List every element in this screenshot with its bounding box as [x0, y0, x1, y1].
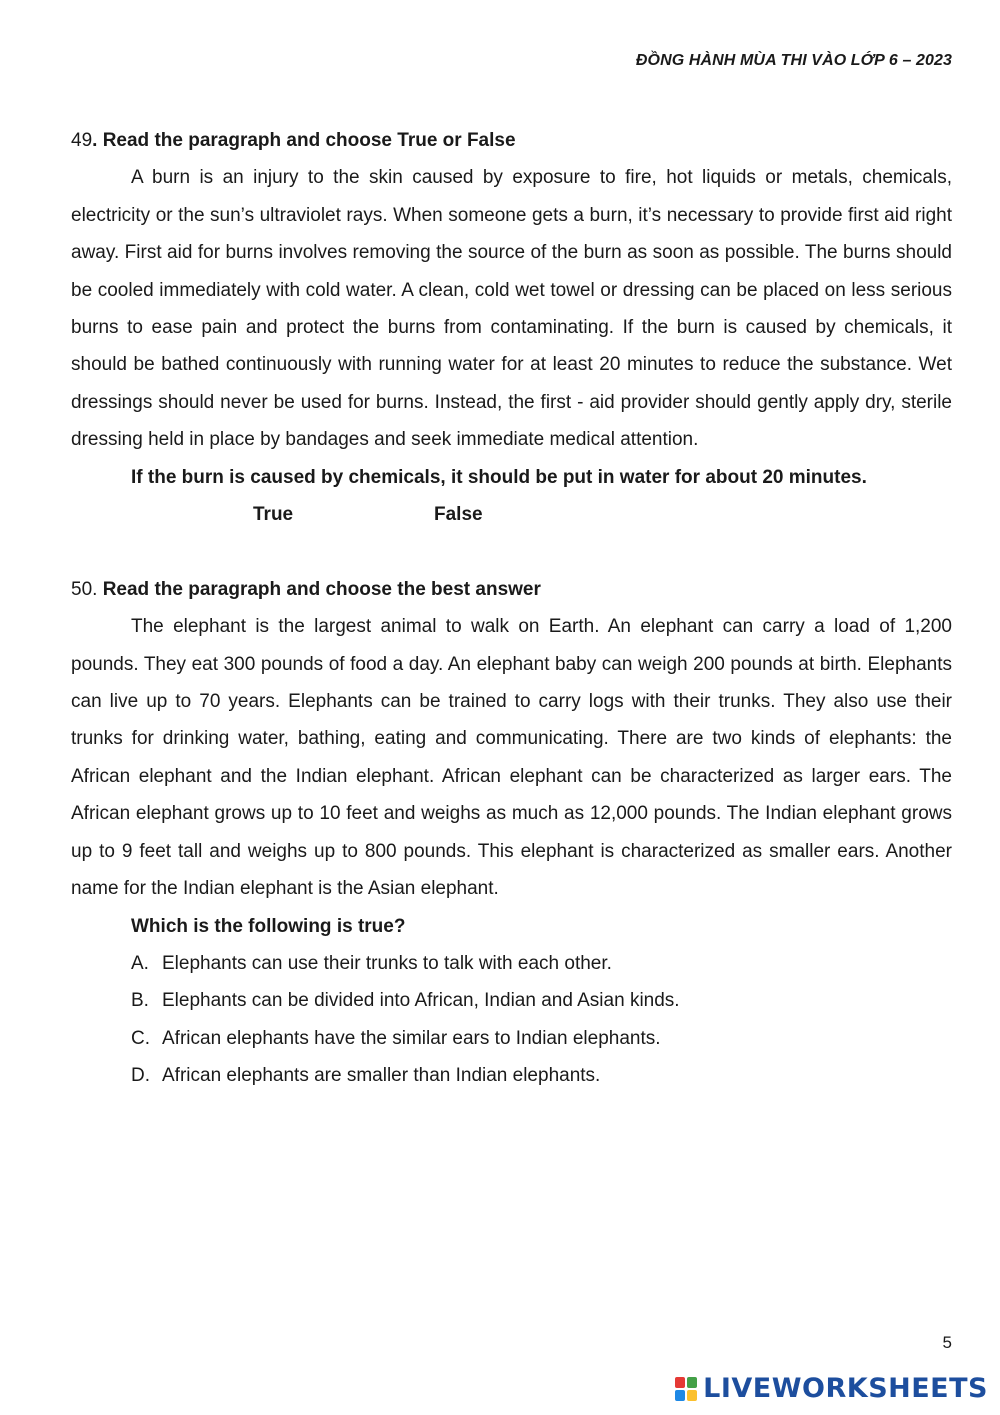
section-spacer: [71, 533, 952, 570]
question-50-prompt: Which is the following is true?: [131, 915, 406, 937]
question-49-number: 49: [71, 130, 93, 151]
option-text: Elephants can be divided into African, Indian and Asian kinds.: [162, 990, 680, 1012]
logo-block: [687, 1377, 697, 1388]
question-50-heading: [71, 571, 952, 608]
liveworksheets-brand: [675, 1373, 988, 1404]
question-49-heading: [71, 122, 952, 159]
logo-block: [687, 1390, 697, 1401]
answer-option-d[interactable]: [71, 1057, 952, 1094]
answer-option-a[interactable]: [71, 945, 952, 982]
option-text: Elephants can use their trunks to talk with each other.: [162, 952, 612, 974]
option-letter: B.: [131, 990, 149, 1012]
worksheet-content: [71, 122, 952, 1095]
liveworksheets-logo-icon: [675, 1377, 697, 1401]
answer-option-c[interactable]: [71, 1020, 952, 1057]
question-49-paragraph: A burn is an injury to the skin caused by exposure to fire, hot liquids or metals, chemicals, electricity or the sun’s ultraviolet rays. When someone gets a burn, it’s necessary to provide first aid right away. First aid for burns involves removing the source of the burn as soon as possible. The burns should be cooled immediately with cold water. A clean, cold wet towel or dressing can be placed on less serious burns to ease pain and protect the burns from contaminating. If the burn is caused by chemicals, it should be bathed continuously with running water for at least 20 minutes to reduce the substance. Wet dressings should never be used for burns. Instead, the first - aid provider should gently apply dry, sterile dressing held in place by bandages and seek immediate medical attention.: [71, 167, 952, 451]
true-false-options: [71, 496, 952, 533]
option-letter: D.: [131, 1065, 150, 1087]
option-letter: C.: [131, 1027, 150, 1049]
option-text: African elephants are smaller than Indian elephants.: [162, 1065, 601, 1087]
question-50-instruction: Read the paragraph and choose the best answer: [102, 578, 541, 600]
question-50-number: 50.: [71, 578, 98, 600]
option-letter: A.: [131, 952, 149, 974]
page-header-title: ĐỒNG HÀNH MÙA THI VÀO LỚP 6 – 2023: [635, 52, 952, 69]
question-49-instruction: . Read the paragraph and choose True or False: [92, 130, 516, 151]
option-false[interactable]: False: [434, 504, 483, 526]
question-50-paragraph: The elephant is the largest animal to walk on Earth. An elephant can carry a load of 1,200 pounds. They eat 300 pounds of food a day. An elephant baby can weigh 200 pounds at birth. Elephants can live up to 70 years. Elephants can be trained to carry logs with their trunks. They also use their trunks for drinking water, bathing, eating and communicating. There are two kinds of elephants: the African elephant and the Indian elephant. African elephant can be characterized as larger ears. The African elephant grows up to 10 feet and weighs as much as 12,000 pounds. The Indian elephant grows up to 9 feet tall and weighs up to 800 pounds. This elephant is characterized as smaller ears. Another name for the Indian elephant is the Asian elephant.: [71, 616, 952, 900]
option-true[interactable]: True: [253, 504, 294, 526]
option-text: African elephants have the similar ears to Indian elephants.: [162, 1027, 661, 1049]
logo-block: [675, 1377, 685, 1388]
answer-option-b[interactable]: [71, 982, 952, 1019]
page-number: 5: [942, 1333, 952, 1352]
logo-block: [675, 1390, 685, 1401]
question-49-statement: If the burn is caused by chemicals, it should be put in water for about 20 minutes.: [131, 466, 867, 488]
brand-wordmark: LIVEWORKSHEETS: [703, 1373, 988, 1404]
